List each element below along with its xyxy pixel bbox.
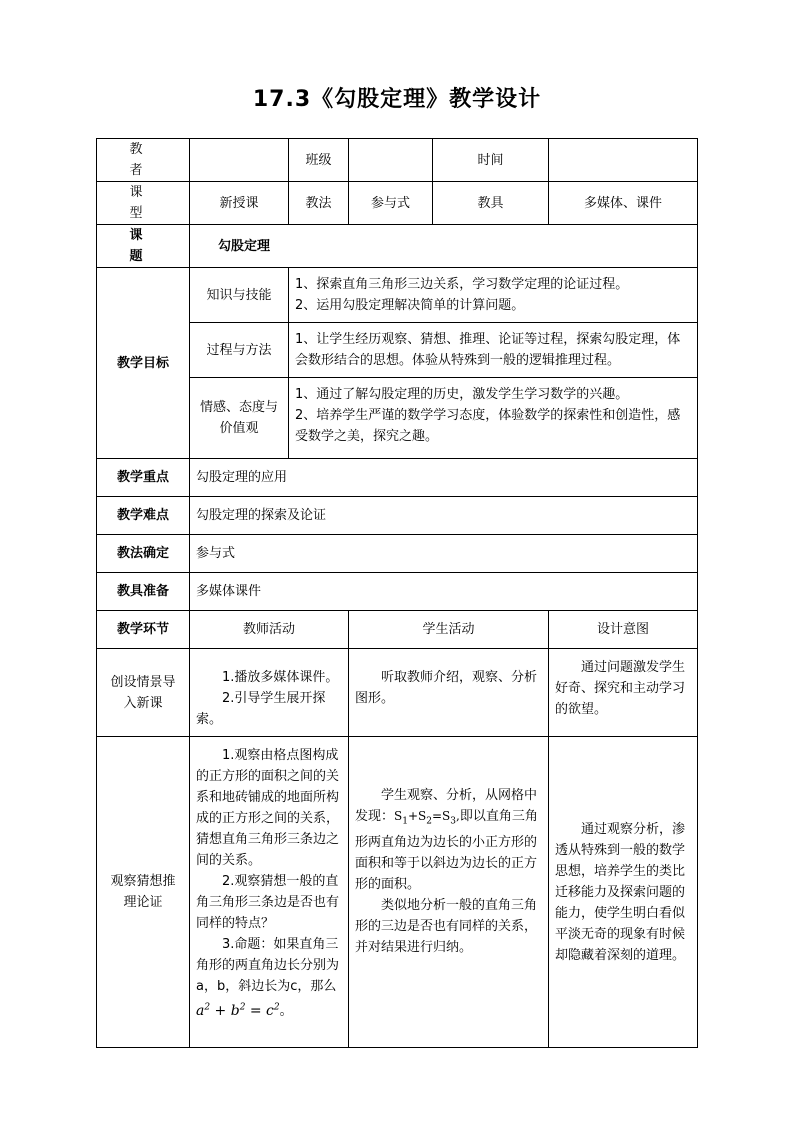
document-title: 17.3《勾股定理》教学设计 [252, 87, 542, 112]
process-student-cell [349, 737, 549, 1048]
header-row-type [97, 182, 698, 225]
time-value [549, 139, 698, 182]
tool-prep-label: 教具准备 [97, 573, 190, 611]
objective-content [289, 268, 698, 323]
objectives-label: 教学目标 [97, 268, 190, 459]
teacher-activity-line: 1.播放多媒体课件。 [222, 670, 339, 685]
objective-line: 1、探索直角三角形三边关系，学习数学定理的论证过程。 [295, 277, 629, 292]
method-value: 参与式 [349, 182, 433, 225]
tool-prep-value: 多媒体课件 [190, 573, 698, 611]
key-point-value: 勾股定理的应用 [190, 459, 698, 497]
teacher-label: 教 者 [97, 139, 190, 182]
objective-line: 2、培养学生严谨的数学学习态度，体验数学的探索性和创造性，感受数学之美，探究之趣。 [295, 408, 681, 444]
tool-prep-row [97, 573, 698, 611]
process-teacher-cell [190, 649, 349, 737]
header-row-teacher [97, 139, 698, 182]
objective-line: 2、运用勾股定理解决简单的计算问题。 [295, 298, 525, 313]
header-row-topic [97, 225, 698, 268]
design-intent-text: 通过观察分析，渗透从特殊到一般的数学思想，培养学生的类比迁移能力及探索问题的能力，使学生明白看似平淡无奇的现象有时候却隐藏着深刻的道理。 [555, 821, 686, 963]
formula-end-punctuation: 。 [279, 1003, 293, 1019]
process-student-header: 学生活动 [349, 611, 549, 649]
objective-line: 1、通过了解勾股定理的历史，激发学生学习数学的兴趣。 [295, 387, 629, 402]
method-label: 教法 [289, 182, 349, 225]
difficulty-value: 勾股定理的探索及论证 [190, 497, 698, 535]
lesson-plan-table [96, 138, 698, 1048]
type-label: 课 型 [97, 182, 190, 225]
process-stage-text: 创设情景导入新课 [110, 674, 176, 711]
time-label: 时间 [433, 139, 549, 182]
topic-label: 课 题 [97, 225, 190, 268]
key-point-row [97, 459, 698, 497]
objective-line: 1、让学生经历观察、猜想、推理、论证等过程，探索勾股定理，体会数形结合的思想。体验从特殊到一般的逻辑推理过程。 [295, 332, 681, 368]
student-activity-paragraph [355, 785, 542, 895]
method-confirm-row [97, 535, 698, 573]
student-activity-text: 学生观察、分析，从网格中发现： [355, 788, 538, 824]
process-row-intro [97, 649, 698, 737]
method-confirm-value: 参与式 [190, 535, 698, 573]
objective-category: 情感、态度与价值观 [190, 378, 289, 459]
process-stage [97, 649, 190, 737]
process-intent-cell [549, 649, 698, 737]
class-label: 班级 [289, 139, 349, 182]
process-header-row [97, 611, 698, 649]
key-point-label: 教学重点 [97, 459, 190, 497]
process-row-explore [97, 737, 698, 1048]
objective-content [289, 323, 698, 378]
student-activity-text: 类似地分析一般的直角三角形的三边是否也有同样的关系，并对结果进行归纳。 [355, 898, 538, 956]
class-value [349, 139, 433, 182]
tools-value: 多媒体、课件 [549, 182, 698, 225]
objective-content [289, 378, 698, 459]
objective-category: 过程与方法 [190, 323, 289, 378]
process-intent-header: 设计意图 [549, 611, 698, 649]
teacher-activity-line: 2.观察猜想一般的直角三角形三条边是否也有同样的特点？ [196, 874, 340, 931]
process-stage-text: 观察猜想推理论证 [110, 874, 176, 910]
teacher-activity-line: 1.观察由格点图构成的正方形的面积之间的关系和地砖铺成的地面所构成的正方形之间的关系，猜想直角三角形三条边之间的关系。 [196, 748, 340, 868]
topic-value: 勾股定理 [190, 225, 698, 268]
process-student-cell [349, 649, 549, 737]
teacher-activity-line: 3.命题：如果直角三角形的两直角边长分别为a，b，斜边长为c，那么 [196, 937, 340, 994]
student-activity-text: 听取教师介绍，观察、分析图形。 [355, 670, 538, 706]
teacher-activity-line-formula [196, 934, 342, 1022]
area-relation-formula: $S_1+S_2=S_3$, [394, 809, 460, 827]
pythagorean-formula: $a^2 + b^2 = c^2$ [196, 1002, 280, 1019]
teacher-activity-line: 2.引导学生展开探索。 [196, 691, 326, 727]
process-teacher-header: 教师活动 [190, 611, 349, 649]
difficulty-label: 教学难点 [97, 497, 190, 535]
design-intent-text: 通过问题激发学生好奇、探究和主动学习的欲望。 [555, 660, 686, 717]
teacher-value [190, 139, 289, 182]
process-intent-cell [549, 737, 698, 1048]
objective-category: 知识与技能 [190, 268, 289, 323]
method-confirm-label: 教法确定 [97, 535, 190, 573]
type-value: 新授课 [190, 182, 289, 225]
process-stage [97, 737, 190, 1048]
objective-row-knowledge [97, 268, 698, 323]
student-activity-text: 即以直角三角形两直角边为边长的小正方形的面积和等于以斜边为边长的正方形的面积。 [355, 809, 538, 893]
process-teacher-cell [190, 737, 349, 1048]
difficulty-row [97, 497, 698, 535]
process-stage-header: 教学环节 [97, 611, 190, 649]
tools-label: 教具 [433, 182, 549, 225]
